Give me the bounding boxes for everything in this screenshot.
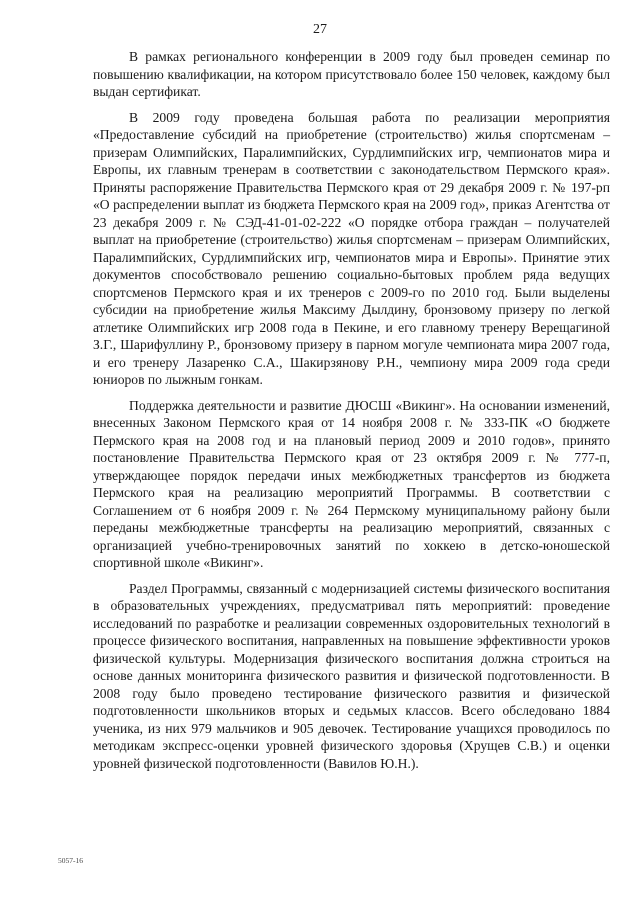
- paragraph-viking-school: Поддержка деятельности и развитие ДЮСШ «Викинг». На основании изменений, внесенных Законом Пермского края от 14 ноября 2008 г. № 333-ПК «О бюджете Пермского края на 2008 год и на плановый период 2009 и 2010 годов», принято постановление Правительства Пермского края от 23 октября 2009 г. № 777-п, утверждающее порядок передачи иных межбюджетных трансфертов из бюджета Пермского края на реализацию мероприятий Программы. В соответствии с Соглашением от 6 ноября 2009 г. № 264 Пермскому муниципальному району были переданы межбюджетные трансферты на реализацию мероприятий, связанных с организацией учебно-тренировочных занятий по хоккею в детско-юношеской спортивной школе «Викинг».: [93, 397, 610, 570]
- document-body: [93, 48, 610, 780]
- document-code: 5057-16: [58, 856, 83, 865]
- page-number: 27: [313, 22, 327, 37]
- paragraph-physical-education: Раздел Программы, связанный с модернизацией системы физического воспитания в образовательных учреждениях, предусматривал пять мероприятий: проведение исследований по разработке и реализации современных оздоровительных технологий в процессе физического воспитания, направленных на повышение эффективности уроков физической культуры. Модернизация физического воспитания должна строиться на основе данных мониторинга физического развития и физической подготовленности. В 2008 году было проведено тестирование физического развития и физической подготовленности школьников вторых и седьмых классов. Всего обследовано 1884 ученика, из них 979 мальчиков и 905 девочек. Тестирование учащихся проводилось по методикам экспресс-оценки уровней физического здоровья (Хрущев С.В.) и оценки уровней физической подготовленности (Вавилов Ю.Н.).: [93, 580, 610, 771]
- paragraph-housing-subsidies: В 2009 году проведена большая работа по реализации мероприятия «Предоставление субсидий на приобретение (строительство) жилья спортсменам – призерам Олимпийских, Паралимпийских, Сурдлимпийских игр, чемпионатов мира и Европы, их главным тренерам в соответствии с законодательством Пермского края». Приняты распоряжение Правительства Пермского края от 29 декабря 2009 г. № 197-рп «О распределении выплат из бюджета Пермского края на 2009 год», приказ Агентства от 23 декабря 2009 г. № СЭД-41-01-02-222 «О порядке отбора граждан – получателей выплат на приобретение (строительство) жилья спортсменам – призерам Олимпийских, Паралимпийских, Сурдлимпийских игр, чемпионатов мира и Европы». Принятие этих документов способствовало решению социально-бытовых проблем ряда ведущих спортсменов Пермского края и их тренеров с 2009-го по 2010 год. Были выделены субсидии на приобретение жилья Максиму Дылдину, бронзовому призеру по легкой атлетике Олимпийских игр 2008 года в Пекине, и его главному тренеру Верещагиной З.Г., Шарифуллину Р., бронзовому призеру в парном могуле чемпионата мира 2007 года, и его тренеру Лазаренко С.А., Шакирзянову Р.Н., чемпиону мира 2009 года среди юниоров по лыжным гонкам.: [93, 109, 610, 387]
- paragraph-seminar: В рамках регионального конференции в 2009 году был проведен семинар по повышению квалификации, на котором присутствовало более 150 человек, каждому был выдан сертификат.: [93, 49, 610, 99]
